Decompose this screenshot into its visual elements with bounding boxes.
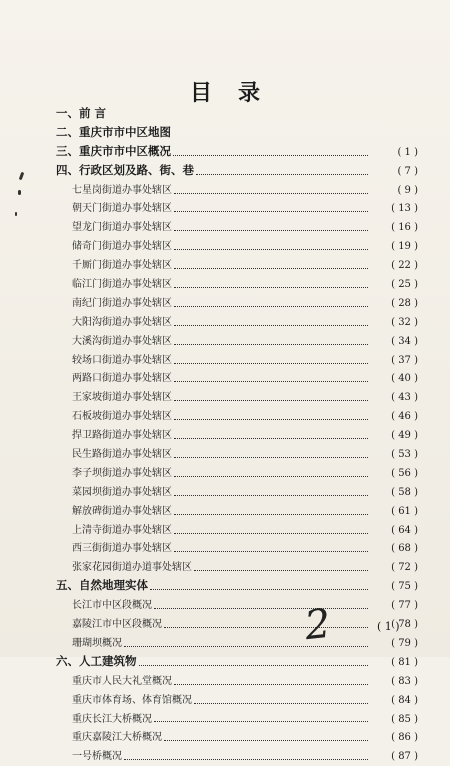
toc-entry-label: 珊瑚坝概况: [72, 637, 122, 649]
toc-page-number: ( 46 ): [391, 411, 418, 423]
toc-entry-label: 王家坡街道办事处辖区: [72, 392, 172, 404]
toc-entry: [56, 351, 418, 370]
toc-entry-label: 嘉陵江市中区段概况: [72, 619, 162, 631]
toc-leader-dots: [173, 155, 368, 156]
toc-entry-label: 西三街街道办事处辖区: [72, 543, 172, 555]
toc-leader-dots: [174, 419, 368, 420]
toc-page-number: ( 64 ): [391, 524, 418, 536]
toc-leader-dots: [174, 495, 368, 496]
toc-entry: [56, 369, 418, 388]
scan-speck: [18, 190, 21, 195]
toc-entry: [56, 162, 418, 181]
scan-speck: [19, 172, 25, 181]
toc-page-number: ( 58 ): [391, 486, 418, 498]
toc-page-number: ( 77 ): [391, 600, 418, 612]
toc-page-number: ( 83 ): [391, 675, 418, 687]
toc-entry-label: 长江市中区段概况: [72, 600, 152, 612]
toc-entry-label: 一号桥概况: [72, 751, 122, 763]
toc-leader-dots: [174, 684, 368, 685]
toc-entry-label: 四、行政区划及路、街、巷: [56, 162, 194, 177]
toc-page-number: ( 16 ): [391, 222, 418, 234]
toc-page-number: ( 40 ): [391, 373, 418, 385]
toc-entry-label: 千厮门街道办事处辖区: [72, 260, 172, 272]
toc-leader-dots: [174, 476, 368, 477]
toc-page-number: ( 22 ): [391, 260, 418, 272]
toc-entry: [56, 124, 418, 143]
handwritten-number: 2: [302, 600, 333, 650]
toc-leader-dots: [174, 287, 368, 288]
page-title: 目录: [189, 80, 286, 106]
toc-leader-dots: [174, 211, 368, 212]
toc-leader-dots: [174, 381, 368, 382]
toc-leader-dots: [174, 363, 368, 364]
toc-leader-dots: [154, 608, 368, 609]
scan-speck: [15, 212, 17, 216]
toc-entry: [56, 332, 418, 351]
toc-entry: [56, 483, 418, 502]
toc-entry-label: 六、人工建筑物: [56, 653, 137, 668]
toc-page-number: ( 9 ): [397, 184, 418, 196]
toc-page-number: ( 56 ): [391, 467, 418, 479]
toc-page-number: ( 13 ): [391, 203, 418, 215]
toc-entry: [56, 218, 418, 237]
toc-entry-label: 朝天门街道办事处辖区: [72, 203, 172, 215]
toc-entry-label: 重庆市人民大礼堂概况: [72, 675, 172, 687]
toc-page-number: ( 78 ): [391, 619, 418, 631]
toc-leader-dots: [164, 627, 368, 628]
toc-entry-label: 捍卫路街道办事处辖区: [72, 430, 172, 442]
toc-leader-dots: [139, 665, 369, 666]
toc-leader-dots: [174, 400, 368, 401]
toc-page-number: ( 32 ): [391, 316, 418, 328]
toc-page-number: ( 7 ): [397, 165, 418, 177]
toc-page-number: ( 53 ): [391, 449, 418, 461]
toc-page-number: ( 81 ): [391, 656, 418, 668]
toc-entry-label: 重庆嘉陵江大桥概况: [72, 732, 162, 744]
toc-entry: [56, 539, 418, 558]
toc-leader-dots: [174, 306, 368, 307]
toc-leader-dots: [174, 249, 368, 250]
toc-page-number: ( 25 ): [391, 279, 418, 291]
toc-entry: [56, 181, 418, 200]
toc-entry-label: 上清寺街道办事处辖区: [72, 524, 172, 536]
toc-page-number: ( 37 ): [391, 354, 418, 366]
toc-leader-dots: [164, 740, 368, 741]
toc-page-number: ( 68 ): [391, 543, 418, 555]
toc-leader-dots: [174, 268, 368, 269]
toc-leader-dots: [194, 570, 368, 571]
toc-entry: [56, 105, 418, 124]
toc-entry-label: 李子坝街道办事处辖区: [72, 467, 172, 479]
toc-entry: [56, 691, 418, 710]
toc-entry-label: 解放碑街道办事处辖区: [72, 505, 172, 517]
toc-entry: [56, 313, 418, 332]
toc-entry-label: 重庆长江大桥概况: [72, 713, 152, 725]
toc-entry-label: 五、自然地理实体: [56, 578, 148, 593]
toc-entry-label: 临江门街道办事处辖区: [72, 279, 172, 291]
toc-entry: [56, 445, 418, 464]
toc-page-number: ( 34 ): [391, 335, 418, 347]
toc-page-number: ( 1 ): [397, 146, 418, 158]
toc-entry: [56, 615, 418, 634]
toc-leader-dots: [154, 721, 368, 722]
toc-entry-label: 储奇门街道办事处辖区: [72, 241, 172, 253]
toc-page-number: ( 61 ): [391, 505, 418, 517]
toc-page-number: ( 87 ): [391, 751, 418, 763]
toc-entry: [56, 464, 418, 483]
toc-entry: [56, 143, 418, 162]
toc-entry: [56, 653, 418, 672]
toc-entry: [56, 596, 418, 615]
toc-entry: [56, 199, 418, 218]
toc-page-number: ( 43 ): [391, 392, 418, 404]
table-of-contents: [56, 105, 418, 766]
toc-page-number: ( 84 ): [391, 694, 418, 706]
toc-entry: [56, 237, 418, 256]
toc-entry: [56, 634, 418, 653]
toc-page-number: ( 19 ): [391, 241, 418, 253]
toc-page-number: ( 85 ): [391, 713, 418, 725]
toc-leader-dots: [150, 589, 368, 590]
toc-leader-dots: [174, 193, 368, 194]
toc-page-number: ( 86 ): [391, 732, 418, 744]
toc-entry: [56, 294, 418, 313]
toc-entry-label: 望龙门街道办事处辖区: [72, 222, 172, 234]
toc-entry: [56, 256, 418, 275]
toc-leader-dots: [174, 457, 368, 458]
toc-leader-dots: [174, 325, 368, 326]
toc-entry-label: 重庆市体育场、体育馆概况: [72, 694, 192, 706]
toc-entry: [56, 710, 418, 729]
toc-entry-label: 三、重庆市市中区概况: [56, 143, 171, 158]
toc-leader-dots: [196, 174, 368, 175]
toc-leader-dots: [174, 533, 368, 534]
toc-entry-label: 大阳沟街道办事处辖区: [72, 316, 172, 328]
toc-entry-label: 民生路街道办事处辖区: [72, 449, 172, 461]
toc-page-number: ( 79 ): [391, 637, 418, 649]
toc-entry: [56, 388, 418, 407]
toc-page-number: ( 49 ): [391, 430, 418, 442]
toc-entry: [56, 558, 418, 577]
toc-entry-label: 较场口街道办事处辖区: [72, 354, 172, 366]
toc-leader-dots: [174, 230, 368, 231]
toc-leader-dots: [174, 438, 368, 439]
toc-page-number: ( 75 ): [391, 581, 418, 593]
toc-entry: [56, 502, 418, 521]
toc-page-number: ( 72 ): [391, 562, 418, 574]
toc-entry: [56, 521, 418, 540]
toc-entry-label: 张家花园街道办道事处辖区: [72, 562, 192, 574]
toc-entry: [56, 426, 418, 445]
toc-leader-dots: [124, 759, 368, 760]
toc-entry-label: 两路口街道办事处辖区: [72, 373, 172, 385]
page-folio: ( 1 ): [377, 620, 400, 633]
toc-entry-label: 石板坡街道办事处辖区: [72, 411, 172, 423]
toc-entry: [56, 747, 418, 766]
toc-entry: [56, 275, 418, 294]
toc-entry: [56, 577, 418, 596]
toc-entry-label: 二、重庆市市中区地图: [56, 124, 171, 139]
toc-leader-dots: [174, 551, 368, 552]
toc-entry-label: 菜园坝街道办事处辖区: [72, 486, 172, 498]
toc-leader-dots: [174, 344, 368, 345]
toc-entry-label: 南纪门街道办事处辖区: [72, 297, 172, 309]
toc-entry: [56, 407, 418, 426]
toc-entry: [56, 672, 418, 691]
toc-entry-label: 七星岗街道办事处辖区: [72, 184, 172, 196]
toc-leader-dots: [194, 703, 368, 704]
toc-entry-label: 大溪沟街道办事处辖区: [72, 335, 172, 347]
toc-entry: [56, 728, 418, 747]
toc-entry-label: 一、前 言: [56, 106, 107, 120]
toc-leader-dots: [174, 514, 368, 515]
toc-page-number: ( 28 ): [391, 297, 418, 309]
